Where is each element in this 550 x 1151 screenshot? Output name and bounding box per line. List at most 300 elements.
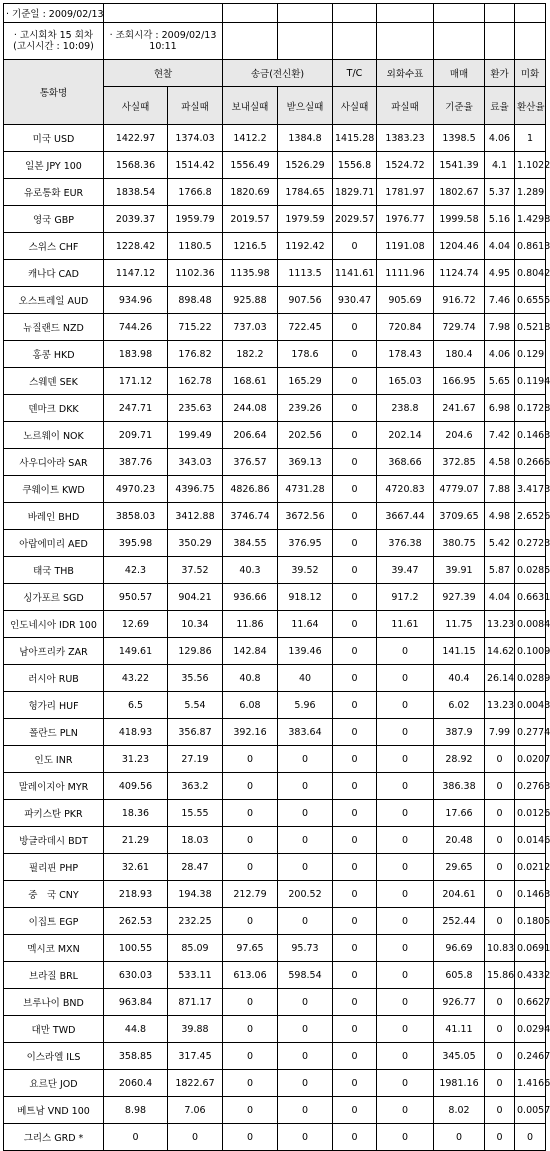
tc-buy-cell: 0 [333,638,377,665]
check-sell-cell: 0 [377,638,434,665]
tc-buy-cell: 0 [333,341,377,368]
cash-sell-cell: 162.78 [168,368,223,395]
table-row [4,287,546,314]
remit-receive-cell: 139.46 [278,638,333,665]
remit-receive-cell: 1384.8 [278,125,333,152]
remit-send-cell: 0 [223,854,278,881]
remit-send-cell: 0 [223,1043,278,1070]
commission-rate-cell: 7.88 [485,476,515,503]
cash-buy-cell: 21.29 [104,827,168,854]
remit-receive-cell: 3672.56 [278,503,333,530]
currency-name-cell: 일본 JPY 100 [4,152,104,179]
currency-name-cell: 스웨덴 SEK [4,368,104,395]
remit-send-cell: 0 [223,1016,278,1043]
cash-sell-cell: 715.22 [168,314,223,341]
commission-rate-cell: 4.1 [485,152,515,179]
info-row-date [4,4,546,23]
check-sell-cell: 0 [377,800,434,827]
cash-buy-cell: 3858.03 [104,503,168,530]
table-row [4,935,546,962]
remit-receive-cell: 0 [278,1124,333,1151]
usd-conversion-rate-cell: 0.2763 [515,773,546,800]
usd-conversion-rate-cell: 0.2774 [515,719,546,746]
remit-send-cell: 11.86 [223,611,278,638]
commission-rate-cell: 0 [485,1043,515,1070]
currency-name-cell: 뉴질랜드 NZD [4,314,104,341]
tc-buy-cell: 0 [333,989,377,1016]
usd-conversion-rate-cell: 3.4173 [515,476,546,503]
header-tc-buy: 사실때 [333,87,377,125]
remit-send-cell: 1412.2 [223,125,278,152]
cash-buy-cell: 744.26 [104,314,168,341]
remit-send-cell: 925.88 [223,287,278,314]
check-sell-cell: 0 [377,1124,434,1151]
remit-receive-cell: 0 [278,1097,333,1124]
table-row [4,233,546,260]
tc-buy-cell: 0 [333,881,377,908]
table-row [4,1070,546,1097]
check-sell-cell: 1383.23 [377,125,434,152]
table-row [4,827,546,854]
commission-rate-cell: 0 [485,881,515,908]
usd-conversion-rate-cell: 1.1022 [515,152,546,179]
remit-receive-cell: 4731.28 [278,476,333,503]
remit-send-cell: 2019.57 [223,206,278,233]
base-rate-cell: 6.02 [434,692,485,719]
check-sell-cell: 1524.72 [377,152,434,179]
cash-buy-cell: 358.85 [104,1043,168,1070]
currency-name-cell: 이스라엘 ILS [4,1043,104,1070]
cash-sell-cell: 4396.75 [168,476,223,503]
cash-sell-cell: 28.47 [168,854,223,881]
cash-sell-cell: 199.49 [168,422,223,449]
tc-buy-cell: 0 [333,611,377,638]
currency-name-cell: 브루나이 BND [4,989,104,1016]
table-row [4,611,546,638]
check-sell-cell: 0 [377,1043,434,1070]
blank-cell [223,23,278,60]
cash-sell-cell: 37.52 [168,557,223,584]
commission-rate-cell: 10.83 [485,935,515,962]
base-rate-cell: 372.85 [434,449,485,476]
currency-name-cell: 필리핀 PHP [4,854,104,881]
table-row [4,854,546,881]
cash-buy-cell: 100.55 [104,935,168,962]
usd-conversion-rate-cell: 0.2666 [515,449,546,476]
check-sell-cell: 0 [377,962,434,989]
blank-cell [333,23,377,60]
currency-name-cell: 요르단 JOD [4,1070,104,1097]
currency-name-cell: 바레인 BHD [4,503,104,530]
cash-buy-cell: 630.03 [104,962,168,989]
table-row [4,530,546,557]
table-row [4,557,546,584]
currency-name-cell: 방글라데시 BDT [4,827,104,854]
remit-receive-cell: 0 [278,827,333,854]
cash-sell-cell: 35.56 [168,665,223,692]
table-row [4,476,546,503]
base-rate-cell: 605.8 [434,962,485,989]
blank-cell [377,23,434,60]
commission-rate-cell: 4.58 [485,449,515,476]
cash-buy-cell: 0 [104,1124,168,1151]
table-row [4,665,546,692]
commission-rate-cell: 4.04 [485,584,515,611]
cash-sell-cell: 27.19 [168,746,223,773]
check-sell-cell: 0 [377,719,434,746]
tc-buy-cell: 0 [333,584,377,611]
base-rate-cell: 20.48 [434,827,485,854]
remit-send-cell: 6.08 [223,692,278,719]
base-rate-cell: 927.39 [434,584,485,611]
currency-name-cell: 싱가포르 SGD [4,584,104,611]
tc-buy-cell: 0 [333,1124,377,1151]
cash-sell-cell: 235.63 [168,395,223,422]
header-exchange-commission: 환가 [485,60,515,87]
blank-cell [515,23,546,60]
remit-send-cell: 0 [223,746,278,773]
remit-send-cell: 613.06 [223,962,278,989]
cash-buy-cell: 1568.36 [104,152,168,179]
remit-send-cell: 737.03 [223,314,278,341]
cash-buy-cell: 209.71 [104,422,168,449]
remit-send-cell: 40.8 [223,665,278,692]
check-sell-cell: 39.47 [377,557,434,584]
cash-buy-cell: 44.8 [104,1016,168,1043]
cash-sell-cell: 317.45 [168,1043,223,1070]
base-rate-cell: 1124.74 [434,260,485,287]
usd-conversion-rate-cell: 0.1009 [515,638,546,665]
usd-conversion-rate-cell: 0.0057 [515,1097,546,1124]
base-rate-cell: 1204.46 [434,233,485,260]
tc-buy-cell: 0 [333,449,377,476]
remit-receive-cell: 0 [278,989,333,1016]
cash-sell-cell: 3412.88 [168,503,223,530]
remit-receive-cell: 0 [278,1070,333,1097]
tc-buy-cell: 0 [333,233,377,260]
usd-conversion-rate-cell: 0.4332 [515,962,546,989]
commission-rate-cell: 14.62 [485,638,515,665]
check-sell-cell: 1111.96 [377,260,434,287]
currency-name-cell: 덴마크 DKK [4,395,104,422]
currency-name-cell: 인도 INR [4,746,104,773]
currency-name-cell: 그리스 GRD * [4,1124,104,1151]
base-rate-cell: 4779.07 [434,476,485,503]
cash-buy-cell: 934.96 [104,287,168,314]
tc-buy-cell: 0 [333,908,377,935]
header-trade: 매매 [434,60,485,87]
tc-buy-cell: 0 [333,800,377,827]
usd-conversion-rate-cell: 0.6627 [515,989,546,1016]
cash-buy-cell: 2039.37 [104,206,168,233]
base-rate-cell: 11.75 [434,611,485,638]
currency-name-cell: 이집트 EGP [4,908,104,935]
commission-rate-cell: 0 [485,1070,515,1097]
cash-sell-cell: 176.82 [168,341,223,368]
cash-sell-cell: 39.88 [168,1016,223,1043]
check-sell-cell: 0 [377,989,434,1016]
remit-receive-cell: 165.29 [278,368,333,395]
remit-receive-cell: 0 [278,1043,333,1070]
tc-buy-cell: 0 [333,1070,377,1097]
remit-receive-cell: 95.73 [278,935,333,962]
remit-send-cell: 392.16 [223,719,278,746]
remit-send-cell: 384.55 [223,530,278,557]
remit-send-cell: 206.64 [223,422,278,449]
cash-sell-cell: 5.54 [168,692,223,719]
currency-name-cell: 멕시코 MXN [4,935,104,962]
header-currency: 통화명 [4,60,104,125]
remit-receive-cell: 0 [278,746,333,773]
tc-buy-cell: 0 [333,692,377,719]
commission-rate-cell: 7.42 [485,422,515,449]
check-sell-cell: 0 [377,692,434,719]
cash-sell-cell: 1514.42 [168,152,223,179]
usd-conversion-rate-cell: 0.2723 [515,530,546,557]
header-conversion-rate: 환산율 [515,87,546,125]
tc-buy-cell: 0 [333,476,377,503]
blank-cell [104,4,223,23]
currency-name-cell: 태국 THB [4,557,104,584]
table-row [4,962,546,989]
cash-sell-cell: 1959.79 [168,206,223,233]
tc-buy-cell: 0 [333,719,377,746]
remit-send-cell: 168.61 [223,368,278,395]
usd-conversion-rate-cell: 0.0285 [515,557,546,584]
remit-receive-cell: 39.52 [278,557,333,584]
cash-sell-cell: 0 [168,1124,223,1151]
remit-receive-cell: 598.54 [278,962,333,989]
blank-cell [278,4,333,23]
cash-sell-cell: 871.17 [168,989,223,1016]
cash-sell-cell: 533.11 [168,962,223,989]
base-date: · 기준일 : 2009/02/13 [4,4,104,23]
tc-buy-cell: 1556.8 [333,152,377,179]
blank-cell [485,4,515,23]
cash-sell-cell: 1766.8 [168,179,223,206]
usd-conversion-rate-cell: 1.289 [515,179,546,206]
check-sell-cell: 238.8 [377,395,434,422]
usd-conversion-rate-cell: 0.1728 [515,395,546,422]
remit-receive-cell: 11.64 [278,611,333,638]
remit-send-cell: 0 [223,1124,278,1151]
base-rate-cell: 1398.5 [434,125,485,152]
base-rate-cell: 40.4 [434,665,485,692]
check-sell-cell: 0 [377,1016,434,1043]
header-remit-receive: 받으실때 [278,87,333,125]
remit-receive-cell: 0 [278,773,333,800]
base-rate-cell: 926.77 [434,989,485,1016]
blank-cell [278,23,333,60]
table-row [4,1097,546,1124]
cash-buy-cell: 1147.12 [104,260,168,287]
base-rate-cell: 387.9 [434,719,485,746]
remit-send-cell: 40.3 [223,557,278,584]
commission-rate-cell: 5.16 [485,206,515,233]
cash-sell-cell: 232.25 [168,908,223,935]
check-sell-cell: 1191.08 [377,233,434,260]
table-row [4,152,546,179]
remit-send-cell: 1135.98 [223,260,278,287]
usd-conversion-rate-cell: 0.0207 [515,746,546,773]
base-rate-cell: 0 [434,1124,485,1151]
usd-conversion-rate-cell: 1 [515,125,546,152]
commission-rate-cell: 5.65 [485,368,515,395]
table-row [4,773,546,800]
header-cash: 현찰 [104,60,223,87]
currency-name-cell: 홍콩 HKD [4,341,104,368]
blank-cell [434,4,485,23]
check-sell-cell: 165.03 [377,368,434,395]
commission-rate-cell: 4.06 [485,341,515,368]
commission-rate-cell: 4.98 [485,503,515,530]
table-row [4,1016,546,1043]
commission-rate-cell: 6.98 [485,395,515,422]
remit-receive-cell: 1784.65 [278,179,333,206]
remit-receive-cell: 0 [278,800,333,827]
check-sell-cell: 4720.83 [377,476,434,503]
cash-buy-cell: 18.36 [104,800,168,827]
remit-send-cell: 0 [223,1097,278,1124]
check-sell-cell: 202.14 [377,422,434,449]
usd-conversion-rate-cell: 0.8042 [515,260,546,287]
blank-cell [515,4,546,23]
remit-receive-cell: 200.52 [278,881,333,908]
remit-send-cell: 3746.74 [223,503,278,530]
remit-receive-cell: 376.95 [278,530,333,557]
cash-buy-cell: 12.69 [104,611,168,638]
cash-sell-cell: 85.09 [168,935,223,962]
cash-buy-cell: 1838.54 [104,179,168,206]
usd-conversion-rate-cell: 1.4166 [515,1070,546,1097]
header-tc: T/C [333,60,377,87]
commission-rate-cell: 7.99 [485,719,515,746]
base-rate-cell: 1981.16 [434,1070,485,1097]
check-sell-cell: 720.84 [377,314,434,341]
tc-buy-cell: 0 [333,314,377,341]
remit-send-cell: 1216.5 [223,233,278,260]
tc-buy-cell: 0 [333,1016,377,1043]
commission-rate-cell: 7.46 [485,287,515,314]
remit-receive-cell: 722.45 [278,314,333,341]
remit-receive-cell: 383.64 [278,719,333,746]
commission-rate-cell: 13.23 [485,611,515,638]
tc-buy-cell: 0 [333,854,377,881]
currency-name-cell: 파키스탄 PKR [4,800,104,827]
currency-name-cell: 캐나다 CAD [4,260,104,287]
check-sell-cell: 1781.97 [377,179,434,206]
remit-send-cell: 244.08 [223,395,278,422]
remit-send-cell: 376.57 [223,449,278,476]
usd-conversion-rate-cell: 0.8613 [515,233,546,260]
remit-send-cell: 0 [223,1070,278,1097]
base-rate-cell: 29.65 [434,854,485,881]
tc-buy-cell: 0 [333,530,377,557]
cash-buy-cell: 2060.4 [104,1070,168,1097]
usd-conversion-rate-cell: 0.0289 [515,665,546,692]
table-row [4,368,546,395]
tc-buy-cell: 0 [333,1097,377,1124]
remit-receive-cell: 1113.5 [278,260,333,287]
remit-send-cell: 0 [223,773,278,800]
usd-conversion-rate-cell: 0.0691 [515,935,546,962]
commission-rate-cell: 0 [485,989,515,1016]
header-cash-sell: 파실때 [168,87,223,125]
tc-buy-cell: 0 [333,773,377,800]
blank-cell [333,4,377,23]
currency-name-cell: 사우디아라 SAR [4,449,104,476]
remit-send-cell: 1556.49 [223,152,278,179]
usd-conversion-rate-cell: 0.0084 [515,611,546,638]
check-sell-cell: 0 [377,1097,434,1124]
remit-send-cell: 1820.69 [223,179,278,206]
remit-receive-cell: 5.96 [278,692,333,719]
currency-name-cell: 헝가리 HUF [4,692,104,719]
cash-buy-cell: 149.61 [104,638,168,665]
cash-buy-cell: 32.61 [104,854,168,881]
cash-sell-cell: 898.48 [168,287,223,314]
tc-buy-cell: 1415.28 [333,125,377,152]
usd-conversion-rate-cell: 0 [515,1124,546,1151]
remit-receive-cell: 239.26 [278,395,333,422]
currency-name-cell: 아랍에미리 AED [4,530,104,557]
cash-sell-cell: 194.38 [168,881,223,908]
cash-sell-cell: 904.21 [168,584,223,611]
check-sell-cell: 0 [377,665,434,692]
currency-name-cell: 유로통화 EUR [4,179,104,206]
commission-rate-cell: 0 [485,773,515,800]
commission-rate-cell: 4.06 [485,125,515,152]
cash-sell-cell: 18.03 [168,827,223,854]
base-rate-cell: 3709.65 [434,503,485,530]
remit-send-cell: 0 [223,827,278,854]
remit-send-cell: 182.2 [223,341,278,368]
currency-name-cell: 노르웨이 NOK [4,422,104,449]
usd-conversion-rate-cell: 0.1194 [515,368,546,395]
remit-receive-cell: 918.12 [278,584,333,611]
commission-rate-cell: 0 [485,746,515,773]
cash-sell-cell: 356.87 [168,719,223,746]
currency-name-cell: 폴란드 PLN [4,719,104,746]
base-rate-cell: 166.95 [434,368,485,395]
header-commission-rate: 료율 [485,87,515,125]
commission-rate-cell: 5.87 [485,557,515,584]
blank-cell [377,4,434,23]
cash-buy-cell: 218.93 [104,881,168,908]
tc-buy-cell: 0 [333,395,377,422]
commission-rate-cell: 4.04 [485,233,515,260]
currency-name-cell: 중 국 CNY [4,881,104,908]
header-base-rate: 기준율 [434,87,485,125]
tc-buy-cell: 0 [333,1043,377,1070]
usd-conversion-rate-cell: 0.6555 [515,287,546,314]
table-row [4,692,546,719]
table-row [4,1043,546,1070]
currency-name-cell: 대만 TWD [4,1016,104,1043]
currency-name-cell: 스위스 CHF [4,233,104,260]
usd-conversion-rate-cell: 0.0294 [515,1016,546,1043]
base-rate-cell: 8.02 [434,1097,485,1124]
commission-rate-cell: 7.98 [485,314,515,341]
cash-sell-cell: 15.55 [168,800,223,827]
cash-buy-cell: 183.98 [104,341,168,368]
tc-buy-cell: 0 [333,962,377,989]
table-row [4,260,546,287]
table-row [4,206,546,233]
header-remit: 송금(전신환) [223,60,333,87]
remit-receive-cell: 178.6 [278,341,333,368]
table-row [4,719,546,746]
